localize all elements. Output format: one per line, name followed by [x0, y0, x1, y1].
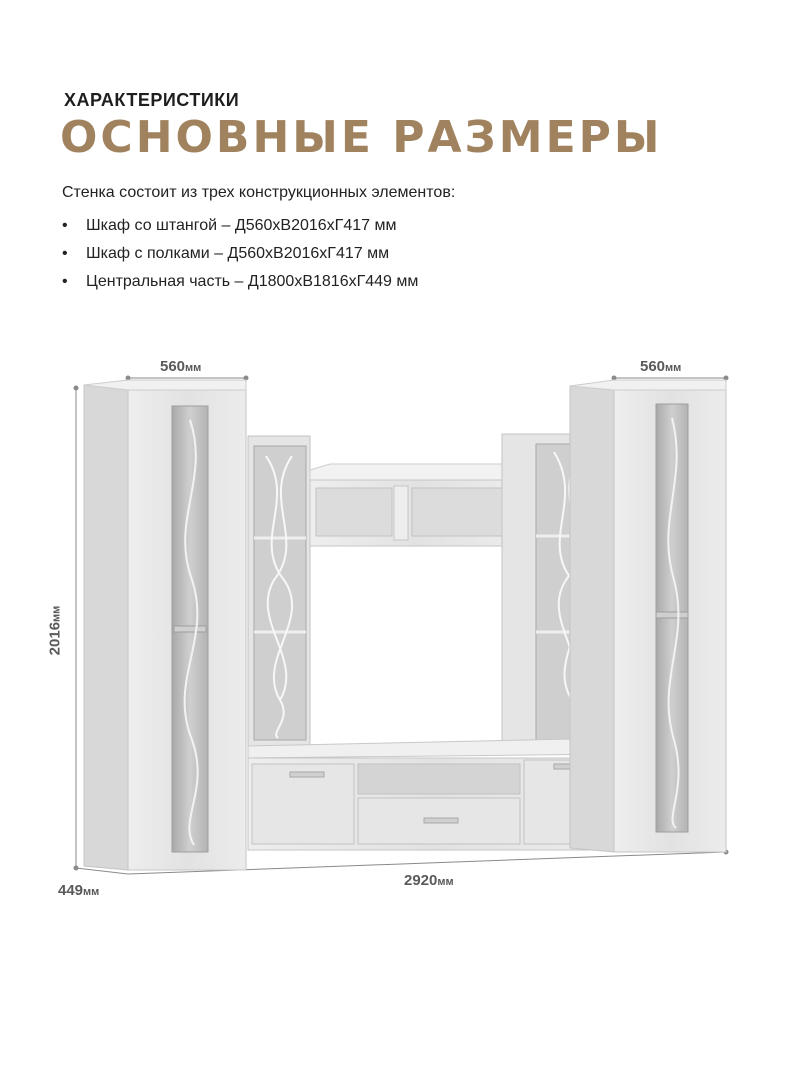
furniture-illustration	[0, 340, 810, 940]
section-kicker: ХАРАКТЕРИСТИКИ	[64, 90, 240, 110]
list-item	[62, 240, 418, 268]
dim-left-width: 560мм	[160, 358, 202, 375]
spec-central-part: Центральная часть – Д1800хВ1816хГ449 мм	[86, 273, 419, 290]
page-title: ОСНОВНЫЕ РАЗМЕРЫ	[60, 112, 663, 163]
spec-wardrobe-shelves: Шкаф с полками – Д560хВ2016хГ417 мм	[86, 245, 390, 262]
bullet-icon: •	[62, 217, 68, 234]
right-wardrobe	[570, 380, 726, 852]
spec-wardrobe-rod: Шкаф со штангой – Д560хВ2016хГ417 мм	[86, 217, 397, 234]
bullet-icon: •	[62, 245, 68, 262]
spec-intro: Стенка состоит из трех конструкционных элементов:	[62, 184, 456, 201]
center-top-shelf	[310, 464, 524, 546]
dim-right-width: 560мм	[640, 358, 682, 375]
dim-depth: 449мм	[58, 882, 100, 899]
list-item	[62, 212, 418, 240]
dim-height: 2016мм	[46, 605, 64, 656]
bullet-icon: •	[62, 273, 68, 290]
spec-list	[62, 212, 418, 296]
left-wardrobe	[84, 380, 246, 870]
left-showcase	[248, 436, 310, 746]
list-item	[62, 268, 418, 296]
dim-total-width: 2920мм	[404, 872, 454, 889]
tv-bench	[248, 738, 620, 850]
